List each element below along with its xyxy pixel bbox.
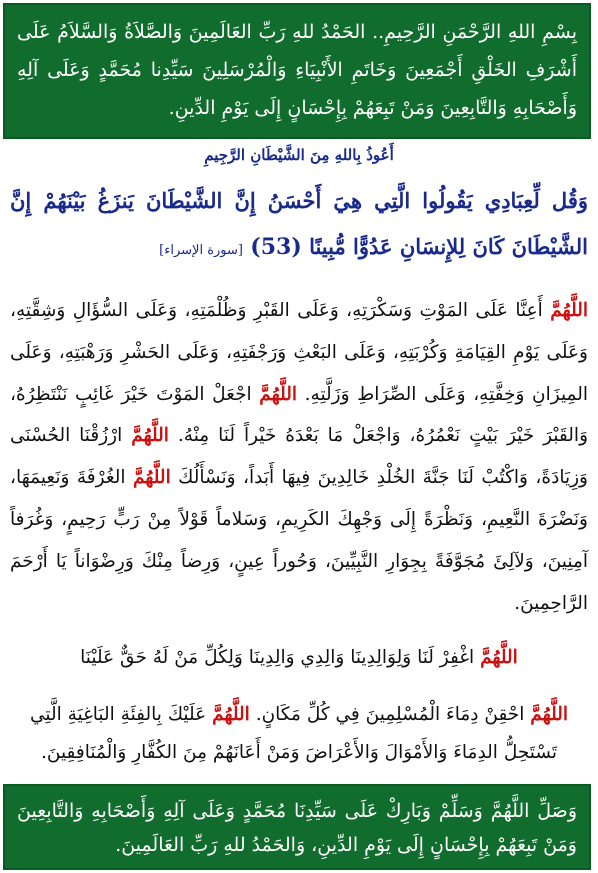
forgiveness-text: اغْفِرْ لَنَا وَلِوَالِدِينَا وَالِدِي وَالِدِينَا وَلِكُلِّ مَنْ لَهُ حَقٌّ عَلَيْنَا xyxy=(80,647,475,668)
allahumma-word: اللَّهُمَّ xyxy=(550,300,588,321)
quran-verse xyxy=(10,178,588,274)
allahumma-word: اللَّهُمَّ xyxy=(480,647,518,668)
forgiveness-supplication xyxy=(10,640,588,676)
supplication-part-4: الغُرْفَةَ وَنَعِيمَهَا، وَنَضْرَةَ النَّعِيمِ، وَنَظْرَةً إِلَى وَجْهِكَ الكَرِيمِ، وَسَلاماً قَوْلاً مِنْ رَبٍّ رَحِيمٍ، وَغُرَفاً آمِنِينَ، وَلآلِئَ مُجَوَّفَةً بِجِوَارِ النَّبِيِّينَ، وَحُوراً عِينٍ، وَرِضاً مِنْكَ وَرِضْوَاناً يَا أَرْحَمَ الرَّاحِمِينَ. xyxy=(10,467,588,614)
allahumma-word: اللَّهُمَّ xyxy=(259,383,298,405)
allahumma-word: اللَّهُمَّ xyxy=(530,704,569,725)
allahumma-word: اللَّهُمَّ xyxy=(132,467,171,489)
supplication-paragraph xyxy=(10,290,588,624)
protection-text-2: عَلَيْكَ بِالفِئَةِ البَاغِيَةِ الَّتِي تَسْتَحِلُّ الدِمَاءَ وَالأَمْوَالَ وَالأَعْرَاضَ وَمَنْ أَعَانَهُمْ مِنَ الكُفَّارِ وَالْمُنَافِقِينَ. xyxy=(29,704,558,763)
taawudh-line: أَعُوذُ بِاللهِ مِنَ الشَّيْطَانِ الرَّجِيمِ xyxy=(204,146,394,164)
allahumma-word: اللَّهُمَّ xyxy=(131,425,169,447)
surah-reference: [سورة الإسراء] xyxy=(159,243,243,258)
supplication-part-2: اجْعَلْ المَوْتَ خَيْرَ غَائِبٍ نَنْتَظِرُهُ، وَالقَبْرَ خَيْرَ بَيْتٍ نَعْمُرُهُ، وَاجْعَلْ مَا بَعْدَهُ خَيْراً لَنَا مِنْهُ. xyxy=(10,383,588,447)
allahumma-word: اللَّهُمَّ xyxy=(212,704,250,725)
opening-invocation-text: بِسْمِ اللهِ الرَّحْمَنِ الرَّحِيمِ.. الحَمْدُ للهِ رَبِّ العَالَمِينَ وَالصَّلاَةُ وَالسَّلاَمُ عَلَى أَشْرَفِ الخَلْقِ أَجْمَعِينَ وَخَاتَمِ الأَنْبِيَاءِ وَالْمُرْسَلِينَ سَيِّدِنا مُحَمَّدٍ وَعَلَى آلِهِ وَأَصْحَابِهِ وَالتَّابِعِينَ وَمَنْ تَبِعَهُمْ بِإِحْسَانٍ إِلَى يَوْمِ الدِّينِ. xyxy=(17,21,577,119)
protection-supplication xyxy=(10,696,588,772)
verse-text: وَقُل لِّعِبَادِي يَقُولُوا الَّتِي هِيَ أَحْسَنُ إِنَّ الشَّيْطَانَ يَنزَغُ بَيْنَهُمْ إِنَّ الشَّيْطَانَ كَانَ لِلإِنسَانِ عَدُوًّا مُّبِينًا xyxy=(10,188,588,259)
protection-text-1: احْقِنْ دِمَاءَ الْمُسْلِمِينَ فِي كُلِّ مَكَانٍ. xyxy=(255,704,525,725)
opening-invocation-box xyxy=(3,3,591,139)
closing-salutation-box xyxy=(3,784,591,870)
closing-salutation-text: وَصَلِّ اللَّهُمَّ وَسَلِّمْ وَبَارِكْ عَلَى سَيِّدِنَا مُحَمَّدٍ وَعَلَى آلِهِ وَأَصْحَابِهِ وَالتَّابِعِينَ وَمَنْ تَبِعَهُمْ بِإِحْسَانٍ إِلَى يَوْمِ الدِّينِ، وَالحَمْدُ للهِ رَبِّ العَالَمِينَ. xyxy=(17,800,577,856)
verse-number: (53) xyxy=(250,234,302,260)
supplication-part-1: أَعِنَّا عَلَى المَوْتِ وَسَكْرَتِهِ، وَعَلَى القَبْرِ وَظُلْمَتِهِ، وَعَلَى السُّؤَالِ وَشِقَّتِهِ، وَعَلَى يَوْمِ القِيَامَةِ وَكُرْبَتِهِ، وَعَلَى البَعْثِ وَرَجْفَتِهِ، وَعَلَى الحَشْرِ وَرَهْبَتِهِ، وَعَلَى المِيزَانِ وَخِفَّتِهِ، وَعَلَى الصِّرَاطِ وَزَلَّتِهِ. xyxy=(10,300,588,405)
supplication-part-3: ارْزُقْنَا الحُسْنَى وَزِيَادَةً، وَاكْتُبْ لَنَا جَنَّةَ الخُلْدِ خَالِدِينَ فِيهَا أَبَداً، وَنَسْأَلُكَ xyxy=(10,425,588,489)
